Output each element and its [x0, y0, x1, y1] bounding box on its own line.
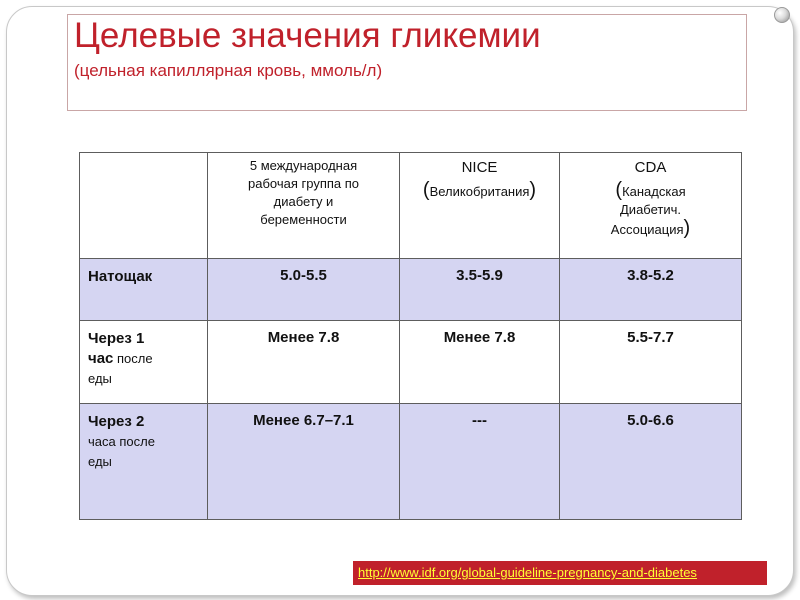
table-cell: 3.8-5.2 [560, 259, 742, 321]
header-nice-sub: Великобритания [429, 184, 530, 199]
paren-close: ) [683, 217, 691, 239]
paren-open: ( [615, 179, 623, 201]
source-link[interactable]: http://www.idf.org/global-guideline-pregnancy-and-diabetes [353, 561, 767, 585]
row-label-text: часа после [88, 434, 155, 449]
header-cda-line: Канадская [622, 184, 686, 199]
page-subtitle: (цельная капиллярная кровь, ммоль/л) [74, 61, 383, 80]
header-nice-main: NICE [461, 159, 498, 176]
row-label-text: после [113, 351, 153, 366]
row-label [80, 259, 208, 321]
row-label-text: еды [88, 371, 112, 386]
header-idf-line: диабету и [273, 194, 334, 209]
table-cell: 5.5-7.7 [560, 321, 742, 404]
corner-bullet-icon [774, 7, 790, 23]
header-cell-nice [400, 153, 560, 259]
table-cell: --- [400, 404, 560, 520]
header-cda-line: Диабетич. [620, 202, 681, 217]
table-row [80, 259, 742, 321]
row-label-text: час [88, 350, 114, 367]
page-title: Целевые значения гликемии [74, 16, 541, 55]
table-cell: Менее 7.8 [400, 321, 560, 404]
row-label [80, 321, 208, 404]
table-cell: Менее 6.7–7.1 [208, 404, 400, 520]
glycemia-table [79, 152, 742, 520]
table-cell: 5.0-5.5 [208, 259, 400, 321]
row-label-text: Через 1 [88, 330, 145, 347]
paren-open: ( [422, 179, 430, 201]
table-row [80, 321, 742, 404]
header-corner-cell [80, 153, 208, 259]
table-row [80, 404, 742, 520]
table-cell: Менее 7.8 [208, 321, 400, 404]
table-cell: 3.5-5.9 [400, 259, 560, 321]
row-label [80, 404, 208, 520]
row-label-text: Через 2 [88, 413, 145, 430]
header-idf-line: беременности [260, 212, 347, 227]
header-cell-cda [560, 153, 742, 259]
header-cda-main: CDA [634, 159, 667, 176]
table-cell: 5.0-6.6 [560, 404, 742, 520]
row-label-text: еды [88, 454, 112, 469]
header-idf-line: 5 международная [249, 158, 358, 173]
header-idf-line: рабочая группа по [247, 176, 360, 191]
row-label-text: Натощак [88, 268, 153, 285]
header-cda-line: Ассоциация [610, 222, 684, 237]
header-cell-idf [208, 153, 400, 259]
paren-close: ) [529, 179, 537, 201]
table-header-row [80, 153, 742, 259]
